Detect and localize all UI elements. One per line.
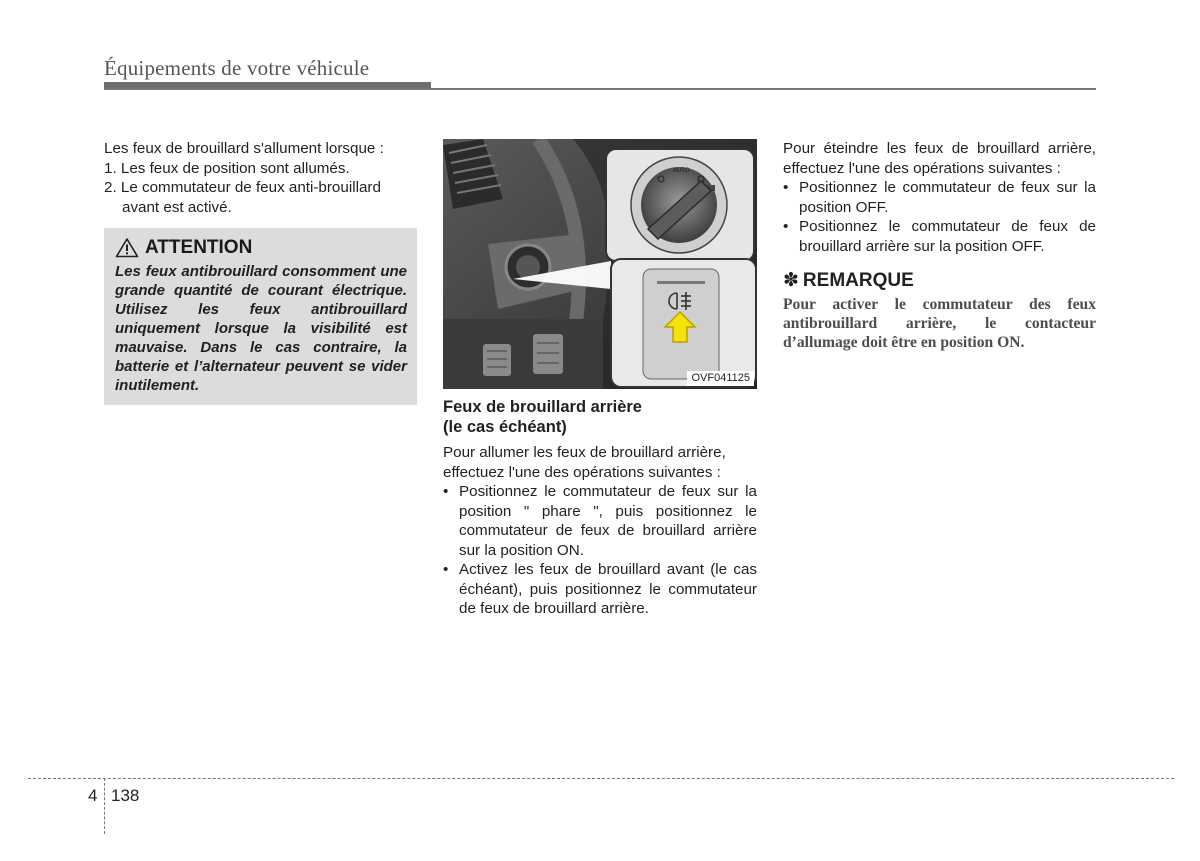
step-text: Activez les feux de brouillard avant (le cas échéant), puis positionnez le commutateur de feux de brouillard arrière.	[459, 561, 757, 617]
figure-code: OVF041125	[687, 371, 754, 386]
step-text: Positionnez le commutateur de feux sur la position " phare ", puis positionnez le commutateur de feux de brouillard arrière sur la position ON.	[459, 483, 757, 559]
list-item	[783, 217, 1096, 256]
dashboard-photo	[443, 139, 757, 389]
remark-symbol: ✽	[783, 270, 799, 291]
rear-fog-heading-line: (le cas échéant)	[443, 418, 567, 436]
turn-off-intro: Pour éteindre les feux de brouillard arrière, effectuez l'une des opérations suivantes :	[783, 140, 1096, 177]
rear-fog-switch-illustration	[443, 139, 757, 389]
attention-header	[115, 237, 407, 258]
turn-off-steps	[783, 178, 1096, 256]
attention-box	[104, 228, 417, 405]
step-text: Positionnez le commutateur de feux de brouillard arrière sur la position OFF.	[799, 218, 1096, 255]
list-item	[443, 560, 757, 619]
bullet: •	[443, 483, 449, 500]
rear-fog-intro: Pour allumer les feux de brouillard arrière, effectuez l'une des opérations suivantes :	[443, 444, 726, 481]
turn-on-steps	[443, 482, 757, 619]
bullet: •	[783, 179, 789, 196]
attention-title: ATTENTION	[145, 236, 253, 258]
bullet: •	[783, 218, 789, 235]
warning-triangle-icon	[115, 237, 139, 258]
footer-rule	[28, 778, 1174, 779]
footer-divider	[104, 778, 105, 834]
bullet: •	[443, 561, 449, 578]
step-text: Positionnez le commutateur de feux sur la position OFF.	[799, 179, 1096, 216]
auto-marking: AUTO	[673, 168, 690, 174]
condition-item: 1. Les feux de position sont allumés.	[104, 159, 350, 177]
chapter-number: 4	[88, 786, 98, 805]
remark-title: REMARQUE	[802, 270, 914, 291]
rear-fog-heading-line: Feux de brouillard arrière	[443, 398, 642, 416]
condition-item: 2. Le commutateur de feux anti-brouillard avant est activé.	[104, 179, 381, 216]
remark-heading	[783, 271, 1096, 291]
list-item	[443, 482, 757, 560]
rear-fog-heading	[443, 397, 757, 437]
list-item	[783, 178, 1096, 217]
condition-list	[104, 159, 417, 218]
section-title: Équipements de votre véhicule	[104, 56, 370, 80]
attention-text: Les feux antibrouillard consomment une grande quantité de courant électrique. Utilisez les feux antibrouillard uniquement lorsque la visibilité est mauvaise. Dans le cas contraire, la batterie et l’alternateur peuvent se vider inutilement.	[115, 263, 407, 394]
page-number: 138	[111, 786, 140, 805]
column-middle	[443, 139, 757, 619]
column-right	[783, 139, 1096, 352]
header-rule	[104, 88, 1096, 90]
column-left	[104, 139, 417, 405]
fog-lights-intro: Les feux de brouillard s'allument lorsque :	[104, 140, 384, 157]
remark-text: Pour activer le commutateur des feux antibrouillard arrière, le contacteur d’allumage doit être en position ON.	[783, 295, 1096, 351]
